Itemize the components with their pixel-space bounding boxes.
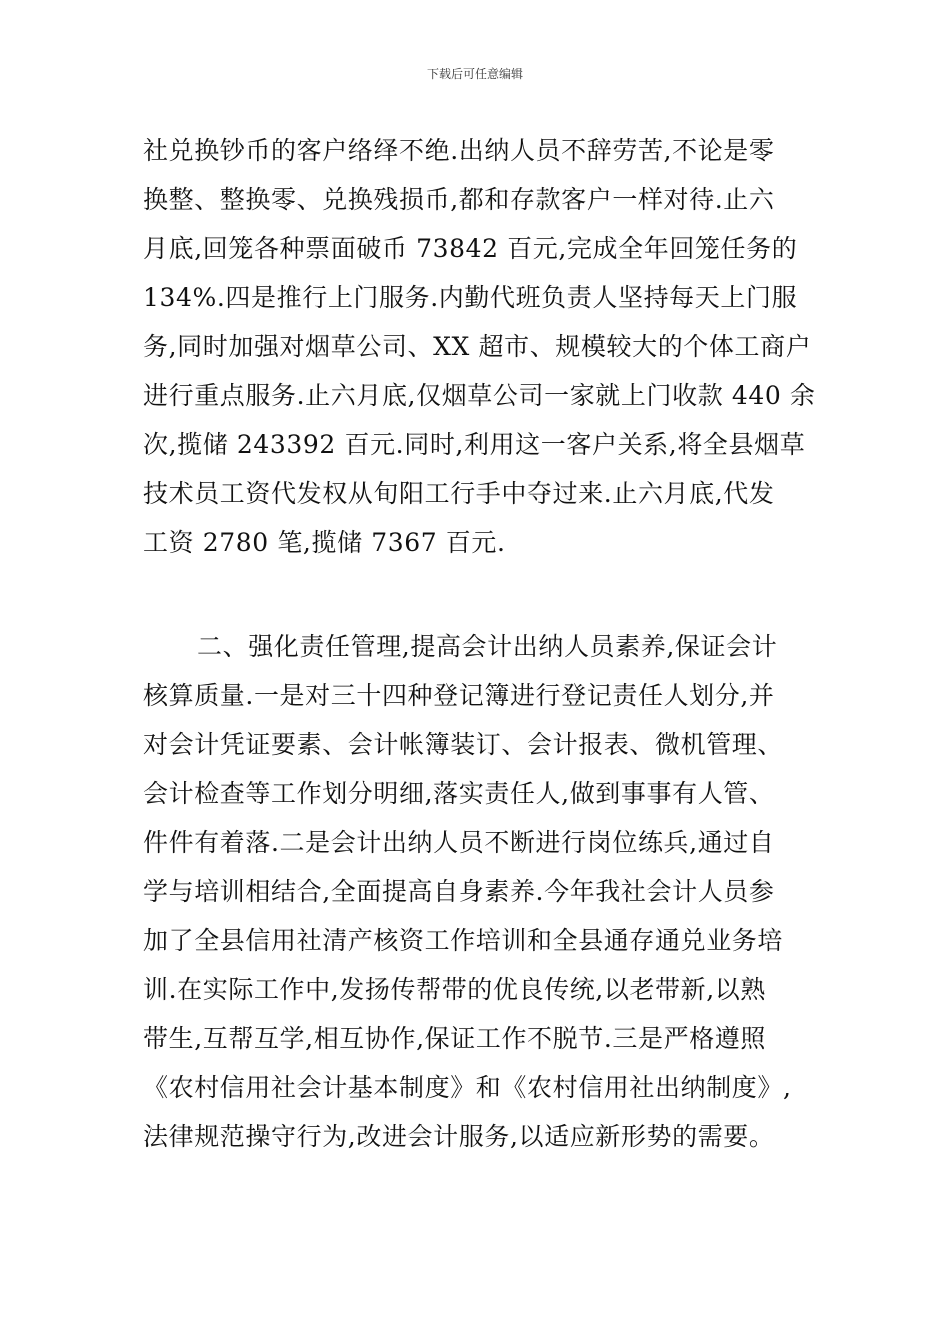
text-line: 学与培训相结合,全面提高自身素养.今年我社会计人员参 — [143, 877, 775, 906]
text-line: 加了全县信用社清产核资工作培训和全县通存通兑业务培 — [143, 926, 784, 955]
text-line: 对会计凭证要素、会计帐簿装订、会计报表、微机管理、 — [143, 730, 784, 759]
text-line: 《农村信用社会计基本制度》和《农村信用社出纳制度》, — [143, 1073, 792, 1102]
text-line: 会计检查等工作划分明细,落实责任人,做到事事有人管、 — [143, 779, 775, 808]
text-line: 社兑换钞币的客户络绎不绝.出纳人员不辞劳苦,不论是零 — [143, 136, 775, 165]
text-line: 次,揽储 243392 百元.同时,利用这一客户关系,将全县烟草 — [143, 430, 806, 459]
text-line: 核算质量.一是对三十四种登记簿进行登记责任人划分,并 — [143, 681, 775, 710]
text-line: 技术员工资代发权从旬阳工行手中夺过来.止六月底,代发 — [143, 479, 775, 508]
text-line: 务,同时加强对烟草公司、XX 超市、规模较大的个体工商户 — [143, 332, 812, 361]
text-line: 134%.四是推行上门服务.内勤代班负责人坚持每天上门服 — [143, 283, 798, 312]
text-line: 件件有着落.二是会计出纳人员不断进行岗位练兵,通过自 — [143, 828, 775, 857]
text-line: 月底,回笼各种票面破币 73842 百元,完成全年回笼任务的 — [143, 234, 798, 263]
paragraph-continuation — [143, 126, 816, 567]
text-line: 进行重点服务.止六月底,仅烟草公司一家就上门收款 440 余 — [143, 381, 816, 410]
text-line: 二、强化责任管理,提高会计出纳人员素养,保证会计 — [197, 632, 778, 661]
text-line: 工资 2780 笔,揽储 7367 百元. — [143, 528, 506, 557]
text-line: 带生,互帮互学,相互协作,保证工作不脱节.三是严格遵照 — [143, 1024, 766, 1053]
text-line: 换整、整换零、兑换残损币,都和存款客户一样对待.止六 — [143, 185, 775, 214]
text-line: 训.在实际工作中,发扬传帮带的优良传统,以老带新,以熟 — [143, 975, 766, 1004]
page-header-note: 下载后可任意编辑 — [426, 67, 523, 81]
paragraph-accounting-management — [143, 622, 813, 1161]
text-line: 法律规范操守行为,改进会计服务,以适应新形势的需要。 — [143, 1122, 775, 1151]
